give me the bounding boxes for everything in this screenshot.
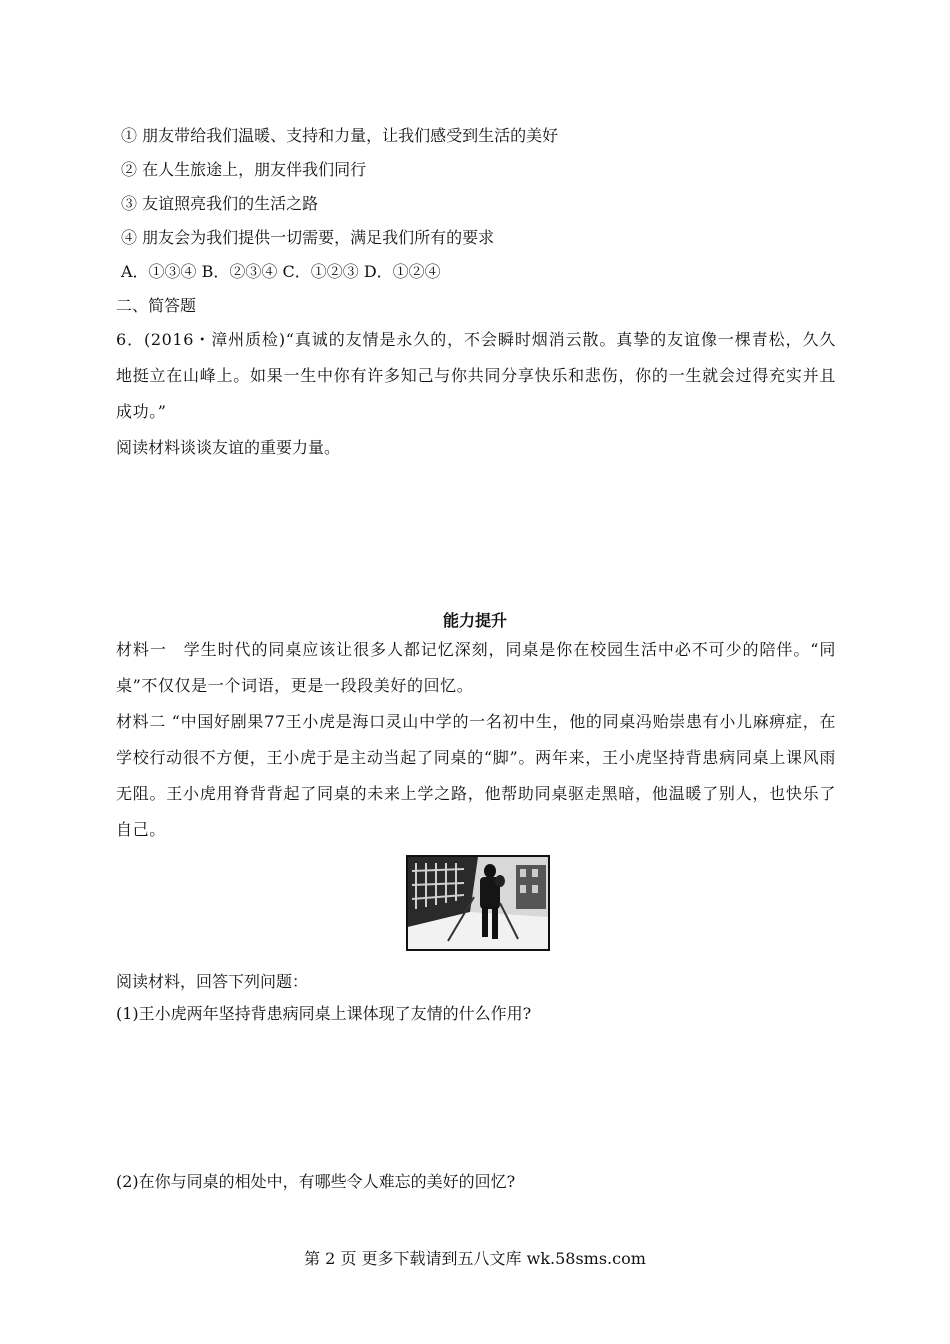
reading-prompt: 阅读材料，回答下列问题：	[116, 972, 309, 991]
material-1: 材料一 学生时代的同桌应该让很多人都记忆深刻，同桌是你在校园生活中必不可少的陪伴。“同桌”不仅仅是一个词语，更是一段段美好的回忆。	[116, 640, 836, 695]
page-footer: 第 2 页 更多下载请到五八文库 wk.58sms.com	[304, 1249, 646, 1268]
question-1: (1)王小虎两年坚持背患病同桌上课体现了友情的什么作用?	[116, 1004, 532, 1023]
choice-item-4: ④ 朋友会为我们提供一切需要，满足我们所有的要求	[121, 228, 495, 247]
section-title: 能力提升	[442, 611, 507, 630]
section-heading: 二、简答题	[116, 296, 197, 315]
question-6-prompt: 阅读材料谈谈友谊的重要力量。	[116, 438, 341, 457]
answer-options: A．①③④ B．②③④ C．①②③ D．①②④	[121, 262, 441, 281]
choice-item-1: ① 朋友带给我们温暖、支持和力量，让我们感受到生活的美好	[121, 126, 559, 145]
choice-item-2: ② 在人生旅途上，朋友伴我们同行	[121, 160, 367, 179]
question-2: (2)在你与同桌的相处中，有哪些令人难忘的美好的回忆?	[116, 1172, 516, 1191]
choice-item-3: ③ 友谊照亮我们的生活之路	[121, 194, 319, 213]
material-2: 材料二 “中国好剧果77王小虎是海口灵山中学的一名初中生，他的同桌冯贻崇患有小儿麻痹症，在学校行动很不方便，王小虎于是主动当起了同桌的“脚”。两年来，王小虎坚持背患病同桌上课风雨无阻。王小虎用脊背背起了同桌的未来上学之路，他帮助同桌驱走黑暗，他温暖了别人，也快乐了自己。	[116, 712, 836, 839]
material-photo	[406, 855, 550, 951]
question-6-text: 6．(2016・漳州质检)“真诚的友情是永久的，不会瞬时烟消云散。真挚的友谊像一棵青松，久久地挺立在山峰上。如果一生中你有许多知己与你共同分享快乐和悲伤，你的一生就会过得充实并且成功。”	[116, 330, 836, 421]
